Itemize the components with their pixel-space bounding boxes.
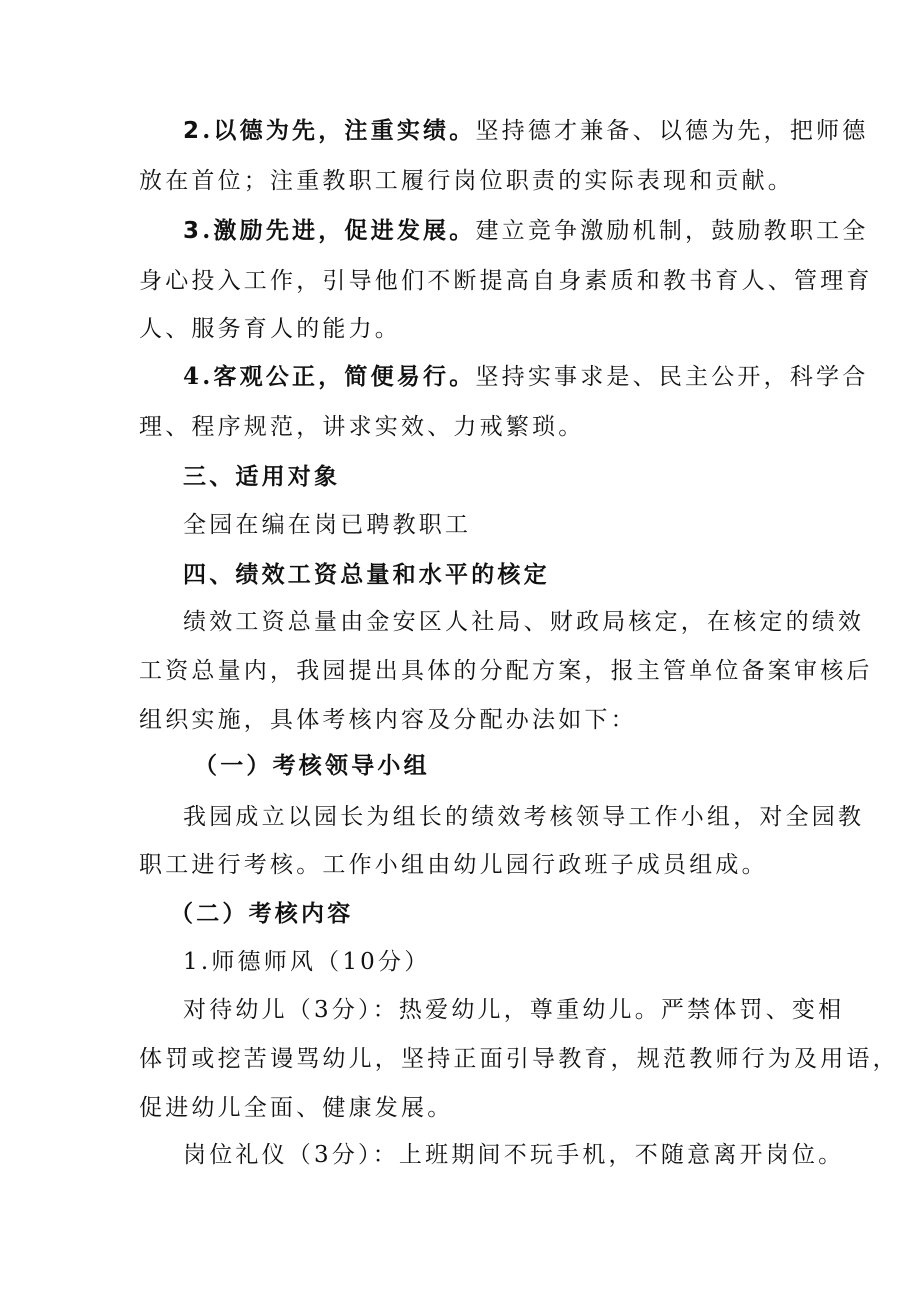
item-1-desc-line-2: 体罚或挖苦谩骂幼儿，坚持正面引导教育，规范教师行为及用语，	[139, 1046, 899, 1072]
para-2-heading: .以德为先，注重实绩。	[202, 117, 476, 144]
para-2-text: 坚持德才兼备、以德为先，把师德	[475, 118, 869, 144]
item-2-desc-line-1: 岗位礼仪（3分）：上班期间不玩手机，不随意离开岗位。	[183, 1142, 845, 1168]
para-4-line-1	[183, 362, 868, 392]
para-2-line-2: 放在首位；注重教职工履行岗位职责的实际表现和贡献。	[139, 168, 794, 194]
section-3-title: 三、适用对象	[183, 463, 341, 490]
item-1-heading: 1.师德师风（10分）	[183, 949, 431, 975]
subsection-1-line-2: 职工进行考核。工作小组由幼儿园行政班子成员组成。	[139, 852, 768, 878]
section-4-line-3: 组织实施，具体考核内容及分配办法如下：	[139, 707, 637, 733]
para-4-line-2: 理、程序规范，讲求实效、力戒繁琐。	[139, 414, 585, 440]
para-3-line-1	[183, 216, 868, 246]
subsection-2-title: （二）考核内容	[170, 900, 354, 927]
para-3-number: 3	[183, 218, 203, 244]
subsection-1-title: （一）考核领导小组	[194, 752, 430, 779]
para-3-text: 建立竞争激励机制，鼓励教职工全	[475, 218, 869, 244]
item-1-desc-line-1: 对待幼儿（3分）：热爱幼儿，尊重幼儿。严禁体罚、变相	[183, 997, 845, 1023]
section-3-body: 全园在编在岗已聘教职工	[183, 512, 472, 538]
section-4-title: 四、绩效工资总量和水平的核定	[183, 561, 550, 588]
section-4-line-1: 绩效工资总量由金安区人社局、财政局核定，在核定的绩效	[183, 609, 865, 635]
para-3-heading: .激励先进，促进发展。	[202, 217, 476, 244]
para-3-line-3: 人、服务育人的能力。	[139, 316, 401, 342]
subsection-1-line-1: 我园成立以园长为组长的绩效考核领导工作小组，对全园教	[183, 804, 865, 830]
section-4-line-2: 工资总量内，我园提出具体的分配方案，报主管单位备案审核后	[139, 658, 873, 684]
para-2-line-1	[183, 116, 868, 146]
para-4-text: 坚持实事求是、民主公开，科学合	[475, 364, 869, 390]
para-2-number: 2	[183, 118, 203, 144]
item-1-desc-line-3: 促进幼儿全面、健康发展。	[139, 1095, 454, 1121]
para-3-line-2: 身心投入工作，引导他们不断提高自身素质和教书育人、管理育	[139, 268, 873, 294]
para-4-heading: 4.客观公正，简便易行。	[183, 363, 476, 390]
